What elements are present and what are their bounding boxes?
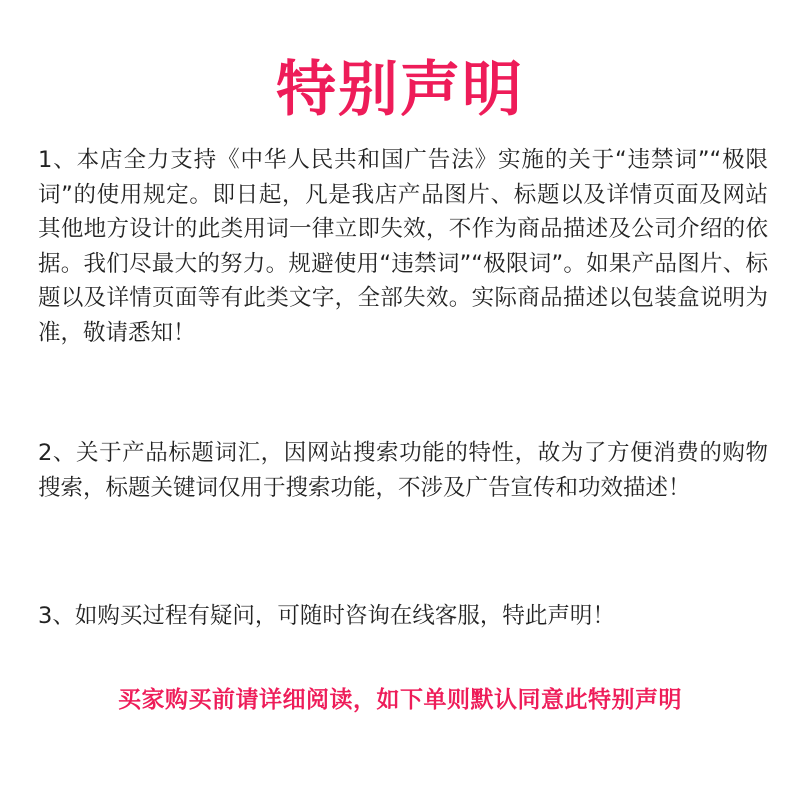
notice-paragraph-3: 3、如购买过程有疑问，可随时咨询在线客服，特此声明！ (38, 603, 615, 629)
notice-paragraph-1: 1、本店全力支持《中华人民共和国广告法》实施的关于“违禁词”“极限词”的使用规定。即日起，凡是我店产品图片、标题以及详情页面及网站其他地方设计的此类用词一律立即失效，不作为商品描述及公司介绍的依据。我们尽最大的努力。规避使用“违禁词”“极限词”。如果产品图片、标题以及详情页面等有此类文字，全部失效。实际商品描述以包装盒说明为准，敬请悉知！ (38, 147, 768, 346)
notice-paragraph-2: 2、关于产品标题词汇，因网站搜索功能的特性，故为了方便消费的购物搜索，标题关键词仅用于搜索功能，不涉及广告宣传和功效描述！ (38, 440, 768, 501)
footer-notice: 买家购买前请详细阅读，如下单则默认同意此特别声明 (118, 687, 682, 713)
page-title: 特别声明 (276, 55, 524, 125)
